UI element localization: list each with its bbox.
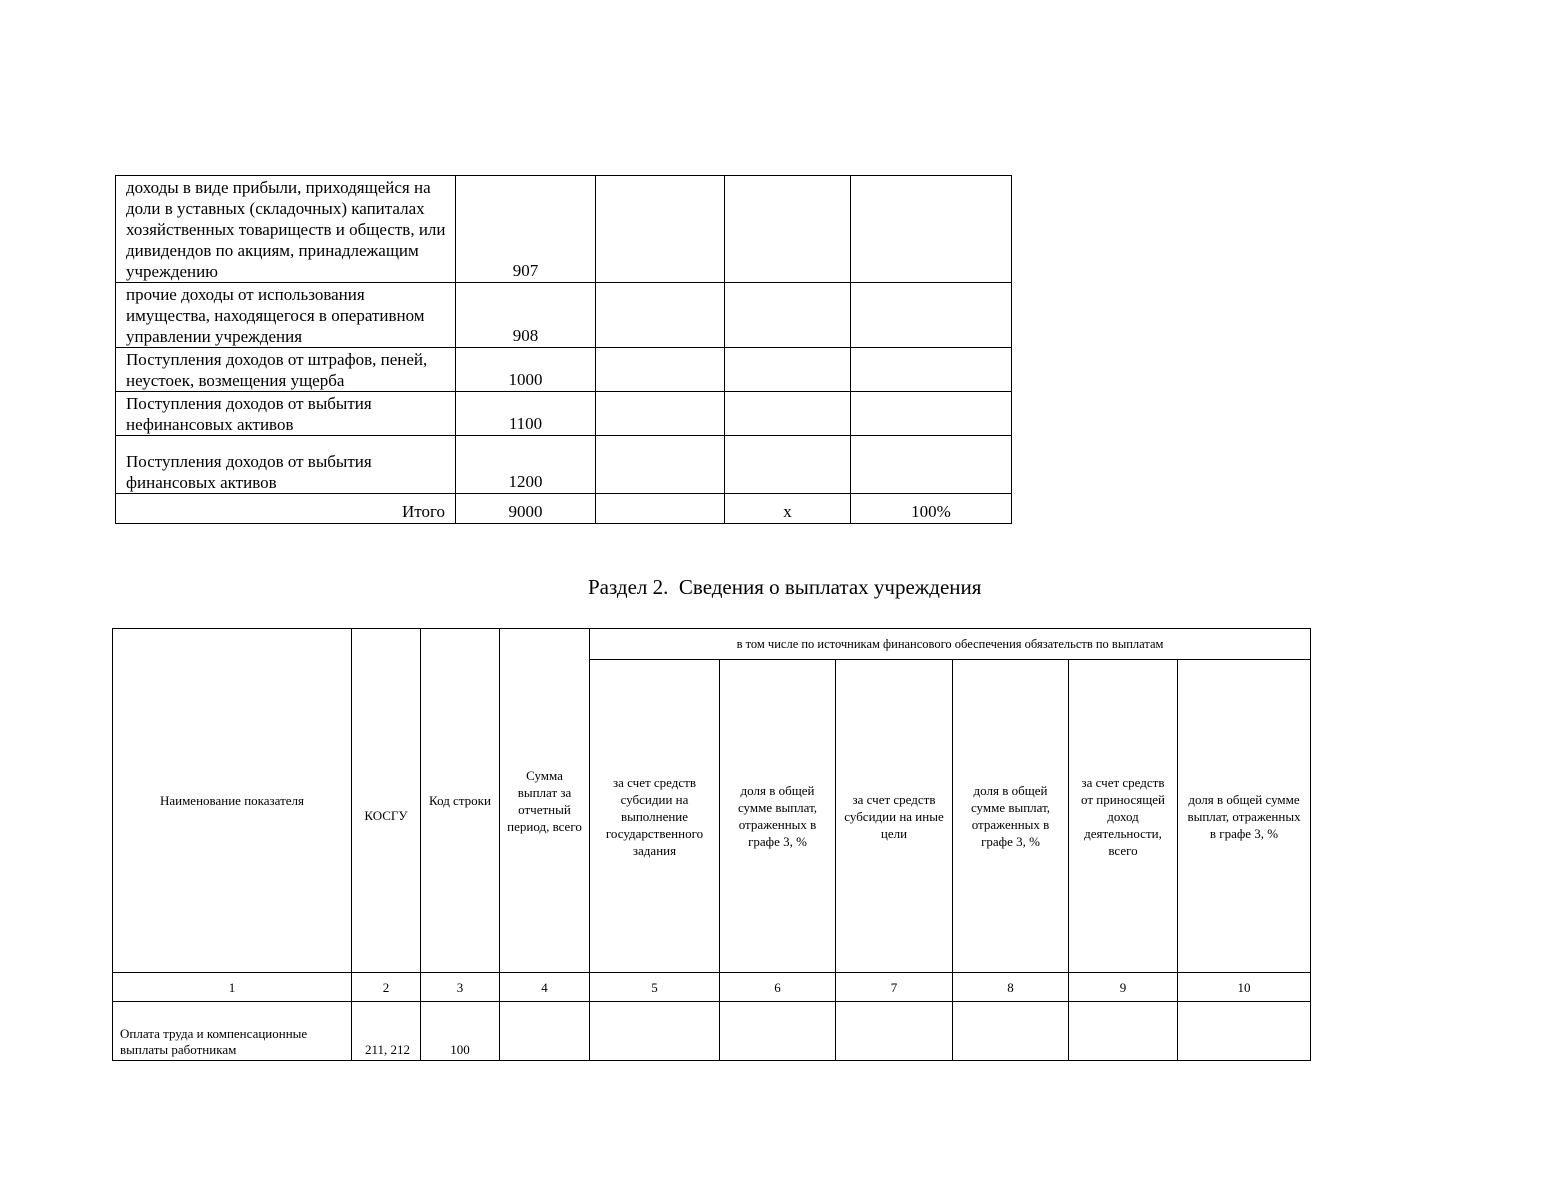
row-kosgu: 211, 212 [352,1002,421,1061]
row-percent [851,283,1012,348]
row-x [725,283,851,348]
row-cell [720,1002,836,1061]
column-number: 9 [1069,973,1178,1002]
column-number: 10 [1178,973,1311,1002]
header-kosgu: КОСГУ [352,629,421,973]
column-number: 5 [590,973,720,1002]
row-name: Поступления доходов от штрафов, пеней, неустоек, возмещения ущерба [116,348,456,392]
column-number: 8 [953,973,1069,1002]
row-amount [596,436,725,494]
header-col5: за счет средств субсидии на выполнение государственного задания [590,660,720,973]
row-code: 1100 [456,392,596,436]
header-code: Код строки [421,629,500,973]
section-title: Раздел 2. Сведения о выплатах учреждения [588,575,982,599]
header-name: Наименование показателя [113,629,352,973]
row-cell [1178,1002,1311,1061]
total-amount [596,494,725,524]
row-code: 907 [456,176,596,283]
row-name: доходы в виде прибыли, приходящейся на доли в уставных (складочных) капиталах хозяйственных товариществ и обществ, или дивидендов по акциям, принадлежащим учреждению [116,176,456,283]
column-number: 1 [113,973,352,1002]
row-code: 100 [421,1002,500,1061]
table-row [116,436,1012,494]
row-code: 908 [456,283,596,348]
table-row [116,283,1012,348]
table-row [113,1002,1311,1061]
header-col8: доля в общей сумме выплат, отраженных в графе 3, % [953,660,1069,973]
column-number: 3 [421,973,500,1002]
header-sources-span: в том числе по источникам финансового обеспечения обязательств по выплатам [590,629,1311,660]
column-number: 2 [352,973,421,1002]
row-amount [596,283,725,348]
row-cell [836,1002,953,1061]
table-row [116,392,1012,436]
row-name: прочие доходы от использования имущества, находящегося в оперативном управлении учреждения [116,283,456,348]
row-x [725,392,851,436]
total-percent: 100% [851,494,1012,524]
header-col6: доля в общей сумме выплат, отраженных в графе 3, % [720,660,836,973]
row-amount [596,348,725,392]
row-name: Оплата труда и компенсационные выплаты работникам [113,1002,352,1061]
column-number: 6 [720,973,836,1002]
row-code: 1200 [456,436,596,494]
column-number-row [113,973,1311,1002]
row-x [725,176,851,283]
column-number: 4 [500,973,590,1002]
row-cell [1069,1002,1178,1061]
row-code: 1000 [456,348,596,392]
header-col7: за счет средств субсидии на иные цели [836,660,953,973]
row-cell [953,1002,1069,1061]
row-x [725,348,851,392]
row-percent [851,392,1012,436]
row-cell [590,1002,720,1061]
table-row [116,176,1012,283]
row-percent [851,348,1012,392]
total-code: 9000 [456,494,596,524]
income-table [115,175,1012,524]
row-percent [851,176,1012,283]
header-col10: доля в общей сумме выплат, отраженных в графе 3, % [1178,660,1311,973]
row-x [725,436,851,494]
row-cell [500,1002,590,1061]
total-x: x [725,494,851,524]
header-col9: за счет средств от приносящей доход деятельности, всего [1069,660,1178,973]
row-percent [851,436,1012,494]
row-name: Поступления доходов от выбытия нефинансовых активов [116,392,456,436]
payments-table [112,628,1311,1061]
header-total: Сумма выплат за отчетный период, всего [500,629,590,973]
total-label: Итого [116,494,456,524]
header-row [113,629,1311,660]
row-amount [596,176,725,283]
row-amount [596,392,725,436]
total-row [116,494,1012,524]
column-number: 7 [836,973,953,1002]
row-name: Поступления доходов от выбытия финансовых активов [116,436,456,494]
table-row [116,348,1012,392]
